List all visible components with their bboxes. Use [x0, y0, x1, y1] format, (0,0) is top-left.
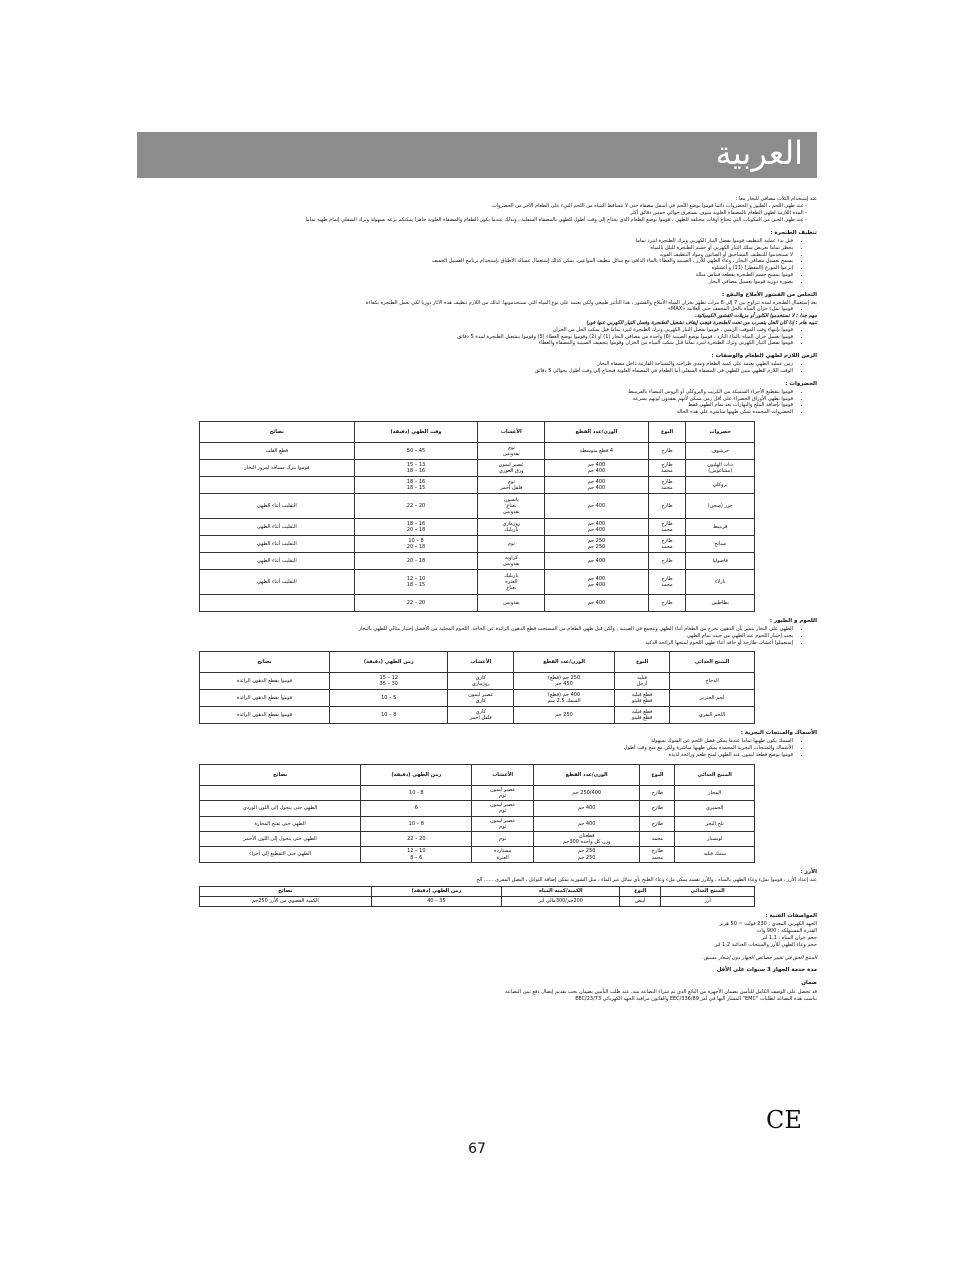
table-cell: الطهي حتى تفتح المحارة — [200, 816, 361, 831]
list-item: • قبل بدء عملية التنظيف قوموا بفصل التيار الكهربي وترك الطنجرة لتبرد تماما — [137, 238, 793, 245]
table-cell — [200, 785, 361, 800]
table-row — [200, 816, 755, 831]
column-header: نصائح — [200, 886, 372, 896]
table-cell: 16 – 18 15 – 18 — [354, 476, 478, 493]
list-item: • إستعملوا أعشاب طازجة أو جافة أثناء طهي اللحوم لمنحها الرائحة الذكية — [137, 640, 793, 647]
list-item: • إنزعوا الموزع (المقطر) (11) و أغسلوه — [137, 265, 793, 272]
fish-section — [137, 730, 817, 758]
column-header: زمن الطهي (دقيقة) — [371, 886, 502, 896]
fish-list — [137, 738, 793, 758]
table-cell: 8 – 10 — [330, 707, 448, 724]
table-cell: قطع فيليه قطع فليتو — [615, 690, 670, 707]
page-title: العربية — [715, 134, 803, 172]
table-cell: قطع القلب — [200, 442, 355, 459]
list-item: - المدة اللازمة لطهي الطعام بالمصفاة العلوية سوف يستغرق حوالي خمس دقائق أكثر — [137, 210, 807, 217]
table-cell: عصير ليمون ثوم — [472, 801, 534, 816]
table-cell: الدجاج — [670, 673, 755, 690]
table-header-row — [200, 886, 755, 896]
page-content — [137, 196, 817, 1003]
paragraph: بعد إستعمال الطنجرة لمدة تتراوح بين 7 إلى 8 مرات تظهر بخزان المياه الأملاح والقشور ، هذا التأثير طبيعي ولكن يعتمد على نوع المياه التي تستخدمونها. لذلك من اللازم تنظيف هذه الآثار دوريا لكي تعمل الطنجرة بكفاءة — [365, 299, 817, 306]
list-item: • بصورة دورية قوموا بغسيل مصافي البخار — [137, 279, 793, 286]
section-heading: الخضروات : — [785, 380, 817, 387]
table-cell: قرنبيط — [686, 518, 755, 535]
table-cell: اللحم البقري — [670, 707, 755, 724]
table-cell: بقدونس — [478, 594, 545, 611]
column-header: المنتج الغذائي — [675, 764, 755, 785]
table-cell: ثوم — [478, 535, 545, 552]
table-cell: طازج — [648, 493, 686, 518]
table-cell: 45 – 50 — [354, 442, 478, 459]
table-row — [200, 476, 755, 493]
table-cell: فيليه أرجل — [615, 673, 670, 690]
table-cell: 20 – 22 — [361, 831, 472, 846]
table-cell: عصير ليمون كاري — [448, 690, 514, 707]
section-heading: الزمن اللازم لطهي الطعام والوصفات : — [711, 353, 817, 360]
table-cell: سمك فيليه — [675, 847, 755, 862]
spec-line: الجهد الكهربي المغذي : 230 فولت ~ 50 هرتز — [719, 921, 817, 928]
table-row — [200, 847, 755, 862]
table-cell: 12 – 15 30 – 35 — [330, 673, 448, 690]
column-header: النوع — [615, 652, 670, 673]
table-cell: قطعتان وزن كل واحدة 300جم — [533, 831, 640, 846]
table-cell: الجمبري — [675, 801, 755, 816]
table-cell: طازج — [648, 442, 686, 459]
list-item: • قوموا بإضافة الملح والبهارات بعد تمام الطهي فقط — [137, 402, 793, 409]
table-cell: 400 جم — [545, 594, 648, 611]
table-cell: 35 – 40 — [371, 896, 502, 906]
table-cell: الكمية القصوى من الأرز 250جم — [200, 896, 372, 906]
table-cell: 200جم/300مالي لتر — [502, 896, 620, 906]
spec-line: حجم خزان المياه : 1,1 لتر — [761, 934, 817, 941]
spec-line: حجم وعاء الطهي للأرز والمنتجات الغذائية 1,2 لتر — [714, 941, 817, 948]
table-cell: طازج — [640, 785, 675, 800]
descaling-list — [137, 327, 793, 347]
spec-line: القدرة المستهلكة : 900 وات — [756, 928, 817, 935]
descaling-section — [137, 292, 817, 348]
table-cell: 10 – 12 6 – 8 — [361, 847, 472, 862]
table-cell: طازج — [640, 816, 675, 831]
intro-list — [137, 203, 807, 224]
table-cell: خرشوف — [686, 442, 755, 459]
table-cell: قوموا بقطع الدهون الزائدة — [200, 673, 330, 690]
table-cell: 6 — [361, 801, 472, 816]
cooking-time-section — [137, 353, 817, 375]
section-heading: الأرز : — [800, 868, 817, 875]
column-header: المنتج الغذائي — [670, 652, 755, 673]
table-cell: طازج مجمد — [648, 476, 686, 493]
cooking-time-list — [137, 361, 793, 375]
section-heading: ضمان — [801, 980, 817, 987]
ce-mark-icon: CE — [766, 1106, 802, 1134]
list-item: • قوموا بملء خزان المياه بالخل المخفف حتى العلامة «MAX» — [137, 306, 793, 313]
list-item: • قوموا بطهي الأوراق الخضراء على أقل زمن ممكن لأنهم يفقدون لونهم بسرعة — [137, 396, 793, 403]
table-row — [200, 493, 755, 518]
table-cell: ثوم — [472, 831, 534, 846]
intro-lead: عند إستخدام الثلاث مصافي للبخار معا : — [735, 196, 817, 202]
table-cell: طازج — [648, 552, 686, 569]
table-cell: بازلاء — [686, 569, 755, 594]
column-header: الأعشاب — [478, 421, 545, 442]
section-heading: تنظيف الطنجرة : — [770, 230, 817, 236]
table-cell: 400 جم — [545, 552, 648, 569]
table-cell: التقليب أثناء الطهي — [200, 569, 355, 594]
table-cell: كراويه بقدونس — [478, 552, 545, 569]
table-cell: 8 – 10 — [361, 816, 472, 831]
column-header: المنتج الغذائي — [661, 886, 755, 896]
column-header: نصائح — [200, 421, 355, 442]
table-cell: التقليب أثناء الطهي — [200, 552, 355, 569]
table-cell: طازج مجمد — [648, 518, 686, 535]
table-cell: التقليب أثناء الطهي — [200, 493, 355, 518]
section-heading: التخلص من القشور الأملاح والبقع : — [721, 291, 817, 298]
warning-text: مهم جدا : لا تستخدموا الكلور أو مزيلات القشور الكيميائية. — [695, 313, 817, 320]
column-header: النوع — [648, 421, 686, 442]
list-item: • السمك يكون طهيها تماما عندما يمكن فصل اللحم عن الشوك بسهولة — [137, 738, 793, 745]
table-cell: مستاردة العترة — [472, 847, 534, 862]
table-cell: المحار — [675, 785, 755, 800]
table-cell: 250 جم 250 جم — [533, 847, 640, 862]
rice-section — [137, 869, 817, 884]
table-header-row — [200, 421, 755, 442]
table-cell: كاري روزماري — [448, 673, 514, 690]
table-cell: 250 جم — [514, 707, 615, 724]
table-cell — [200, 476, 355, 493]
table-cell: طازج مجمد — [648, 535, 686, 552]
list-item: • قوموا بإنتهاء وقت الموقت الزمني ، قوموا بفصل التيار الكهربي وترك الطنجرة لتبرد تماما قبل سكب الخل من الخزان — [137, 327, 793, 334]
column-header: الأعشاب — [448, 652, 514, 673]
table-cell: قوموا بترك مسافة لمرور البخار — [200, 459, 355, 476]
table-cell: 250/400 جم — [533, 785, 640, 800]
list-item: • الوقت اللازم للطهي مبين للطهي في المصفاة السفلى أما الطعام في المصفاة العلوية فيحتاج إلى وقت أطول بحوالي 5 دقائق — [137, 368, 793, 375]
intro-section — [137, 196, 817, 224]
table-cell: 8 – 10 18 – 20 — [354, 535, 478, 552]
table-cell: جزر (صحن) — [686, 493, 755, 518]
table-row — [200, 552, 755, 569]
specs-note: المنتج الحق في تغيير خصائص الجهاز دون إشعار مسبق. — [702, 954, 817, 961]
table-cell: التقليب أثناء الطهي — [200, 535, 355, 552]
table-cell: 250 جم (قطع) 450 جم — [514, 673, 615, 690]
table-cell: الطهي حتى التقطيع إلى أجزاء — [200, 847, 361, 862]
column-header: زمن الطهي (دقيقة) — [330, 652, 448, 673]
vegetables-list — [137, 389, 793, 416]
table-cell: التقليب أثناء الطهي — [200, 518, 355, 535]
table-cell: فاصوليا — [686, 552, 755, 569]
table-row — [200, 569, 755, 594]
table-cell: 18 – 20 — [354, 552, 478, 569]
table-cell: 13 – 15 16 – 18 — [354, 459, 478, 476]
fish-table — [199, 764, 755, 863]
table-row — [200, 831, 755, 846]
table-row — [200, 690, 755, 707]
list-item: • لا تستخدموا للتنظيف المساحيق أو الصابون ومواد التنظيف القوية — [137, 252, 793, 259]
meat-list — [137, 626, 793, 646]
table-cell: سبانخ — [686, 535, 755, 552]
table-cell: ثوم بقدونس — [478, 442, 545, 459]
table-cell: أبيض — [620, 896, 661, 906]
table-header-row — [200, 652, 755, 673]
list-item: - عند طهي الجبن من المكونات التي تحتاج أوقات مختلفة للطهي ، قوموا بوضع الطعام الذي يحتاج إلى وقت أطول للطهي بالمصفاة السفلية ، وبذلك عندما يكون الطعام والمصفاة العلوية جاهزا يمكنكم نزعه بسهولة وترك السفلي إتمام طهيه تماما — [137, 217, 807, 224]
table-cell: 250 جم 250 جم — [545, 535, 648, 552]
table-cell: ذبات الهليون (مشاغوس) — [686, 459, 755, 476]
list-item: • يحظر تماما تعريض سلك التيار الكهربي أو جسم الطنجرة للبلل بالمياه — [137, 245, 793, 252]
table-row — [200, 442, 755, 459]
table-cell — [200, 594, 355, 611]
list-item: • زمن عملية الطهي يعتمد على كمية الطعام ومدى طزاجته والمساحة الفارغة داخل مصفاة البخار — [137, 361, 793, 368]
column-header: نصائح — [200, 764, 361, 785]
table-row — [200, 459, 755, 476]
table-row — [200, 673, 755, 690]
specs-section — [137, 913, 817, 975]
table-row — [200, 801, 755, 816]
table-cell: 20 – 22 — [354, 594, 478, 611]
list-item: - عند طهي اللحم ، الطيور و الخضروات دائما قوموا بوضع اللحم في أسفل مصفاة حتى لا تتساقط المياه من اللحم النيء على الطعام الآخر من الخضروات — [137, 203, 807, 210]
table-cell: لوبستار — [675, 831, 755, 846]
table-cell: عصير ليمون ورق الغوري — [478, 459, 545, 476]
column-header: النوع — [640, 764, 675, 785]
table-cell: ثوم فلفل أحمر — [478, 476, 545, 493]
guarantee-section — [137, 980, 817, 1002]
section-heading: الأسماك والمنتجات البحرية : — [740, 730, 817, 737]
table-cell: 400 جم — [533, 801, 640, 816]
table-cell: الطهي حتى يتحول إلى اللون الأحمر — [200, 831, 361, 846]
header-banner — [137, 132, 817, 178]
table-row — [200, 535, 755, 552]
guarantee-line: تناسب هذه البضاعة لطلبات "EMC" المشار اليها في أمر EEC/336/89 والقانون مراقبة الجهد الكهربائي EEC/23/73 — [575, 995, 817, 1002]
column-header: الوزن/عدد القطع — [545, 421, 648, 442]
table-row — [200, 785, 755, 800]
table-cell: 400 جم — [533, 816, 640, 831]
table-cell: 400 جم 400 جم — [545, 476, 648, 493]
column-header: الوزن/عدد القطع — [533, 764, 640, 785]
section-heading: المواصفات الفنية : — [765, 912, 817, 919]
page-number: 67 — [468, 1141, 486, 1157]
table-cell: 4 قطع متوسطة — [545, 442, 648, 459]
list-item: • قوموا بمسح جسم الطنجرة بقطعة قماش مبللة — [137, 272, 793, 279]
meat-section — [137, 618, 817, 646]
table-cell: بلح البحر — [675, 816, 755, 831]
table-cell: طازج — [648, 594, 686, 611]
table-cell: مجمد — [640, 831, 675, 846]
table-cell: بازيليك العترة نعناع — [478, 569, 545, 594]
table-cell: قوموا بقطع الدهون الزائدة — [200, 690, 330, 707]
list-item: • قوموا بفصل التيار الكهربي وترك الطنجرة لتبرد تماما قبل سكب المياه من الخزان وقوموا بتجفيف الصينية والمصفاة والغطاء — [137, 340, 793, 347]
list-item: • الخضروات المجمدة يمكن طهيها مباشرة على هذه الحالة — [137, 409, 793, 416]
table-header-row — [200, 764, 755, 785]
rice-table — [199, 886, 755, 907]
table-cell: طازج — [640, 801, 675, 816]
table-cell: 5 – 10 — [330, 690, 448, 707]
table-cell: الطهي حتى يتحول إلى اللون الوردي — [200, 801, 361, 816]
table-row — [200, 594, 755, 611]
list-item: • الطهي على البخار يتميز بأن الدهون تخرج من الطعام أثناء الطهي وتتجمع في الصينية ، ولكن قبل طهي الطعام من المستحب قطع الدهون الزائدة عن الحاجة. اللحوم المجلية من الأفضل إختيار مثالي للطهي بالبخار — [137, 626, 793, 633]
table-cell: 400 جم 400 جم — [545, 459, 648, 476]
list-item: • الأسماك والمنتجات البحرية المجمدة يمكن طهيها مباشرة ولكن مع منح وقت أطول — [137, 745, 793, 752]
list-item: • قوموا بغسل خزان المياه بالماء البارد ، قوموا بوضع الصينية (6) وأحدة من مصافي البخار (1) أو (2) وقوموا بوضع الغطاء (5) وقوموا بتشغيل الطنجرة لمدة 5 دقائق — [137, 334, 793, 341]
warning-text: تنبيه هام : إذا كان الخل يتسرب من تحت الطنجرة فيجب إيقاف تشغيل الطنجرة وفصل التيار الكهربي عنها فورا — [586, 319, 817, 326]
table-cell: طازج مجمد — [640, 847, 675, 862]
list-item: • قوموا بتقطيع الأجزاء السميكة من الكرنب والبروكلي أو الروس البيضاء بالقرنبيط — [137, 389, 793, 396]
guarantee-line: قد تحصل على الوصف الكامل للتأمين بضمان الأجهزة من البائع الذي تم شراء البضاعة منه. عند طلب التأمين بضمان يجب تقديم إيصال دفع ثمن البضاعة — [505, 988, 817, 995]
vegetables-section — [137, 381, 817, 416]
cleaning-section — [137, 230, 817, 286]
column-header: النوع — [620, 886, 661, 896]
list-item: • يسمح بغسيل مصافي البخار ، وعاء الطهي للأرز ، الصينية والغطاء بالماء الدافئ مع سائل تنظيف المواعين. يمكن كذلك إستعمال غسالة الأطباق بإستخدام برنامج الغسيل الخفيف — [137, 258, 793, 265]
table-cell: روزماري بازيليك — [478, 518, 545, 535]
table-cell: قوموا بقطع الدهون الزائدة — [200, 707, 330, 724]
list-item: • قوموا بوضع قطعة ليمون عند الطهي لمنح طعم ورائحة لذيذة — [137, 752, 793, 759]
table-cell: لحم الخنزير — [670, 690, 755, 707]
column-header: وقت الطهي (دقيقة) — [354, 421, 478, 442]
table-cell: طازج مجمد — [648, 459, 686, 476]
table-cell: 8 - 10 — [361, 785, 472, 800]
table-cell: أرز — [661, 896, 755, 906]
table-cell: بروكلي — [686, 476, 755, 493]
section-heading: اللحوم و الطيور : — [769, 617, 817, 624]
table-cell: 20 – 22 — [354, 493, 478, 518]
column-header: الأعشاب — [472, 764, 534, 785]
table-cell: 10 – 12 15 – 18 — [354, 569, 478, 594]
vegetables-table — [199, 421, 755, 612]
column-header: زمن الطهي (دقيقة) — [361, 764, 472, 785]
table-row — [200, 896, 755, 906]
table-cell: 400 جم 400 جم — [545, 518, 648, 535]
table-cell: 400 جم — [545, 493, 648, 518]
list-item: • يجب إختيار اللحوم عند الطهي من حيث تمام الطهي — [137, 633, 793, 640]
column-header: خضروات — [686, 421, 755, 442]
table-cell: عصير ليمون ثوم — [472, 816, 534, 831]
table-cell: كاري فلفل أحمر — [448, 707, 514, 724]
column-header: الوزن/عدد القطع — [514, 652, 615, 673]
column-header: الكمية/كمية المياه — [502, 886, 620, 896]
table-cell: 400 جم 400 جم — [545, 569, 648, 594]
table-cell: 16 – 18 18 – 20 — [354, 518, 478, 535]
table-cell: طازج مجمد — [648, 569, 686, 594]
table-cell: 400 جم (قطع) السمك 2,5 سم — [514, 690, 615, 707]
service-heading: مدة خدمة الجهاز 3 سنوات على الأقل — [716, 967, 817, 974]
cleaning-list — [137, 238, 793, 286]
table-cell: قطع فيليه قطع فليتو — [615, 707, 670, 724]
table-row — [200, 707, 755, 724]
table-cell: عصير ليمون ثوم — [472, 785, 534, 800]
table-cell: يانسون نعناع بقدونس — [478, 493, 545, 518]
meat-table — [199, 651, 755, 724]
table-row — [200, 518, 755, 535]
paragraph: عند إعداد الأرز ، قوموا بملء وعاء الطهي بالمياه ، وللأرز نفسه يمكن ملء وعاء الطبخ بأي سائل غير الماء ، مثل الشوربة يمكن إضافة التوابل ، البصل المفرى ...... الخ — [476, 876, 817, 883]
table-cell: بطاطس — [686, 594, 755, 611]
column-header: نصائح — [200, 652, 330, 673]
